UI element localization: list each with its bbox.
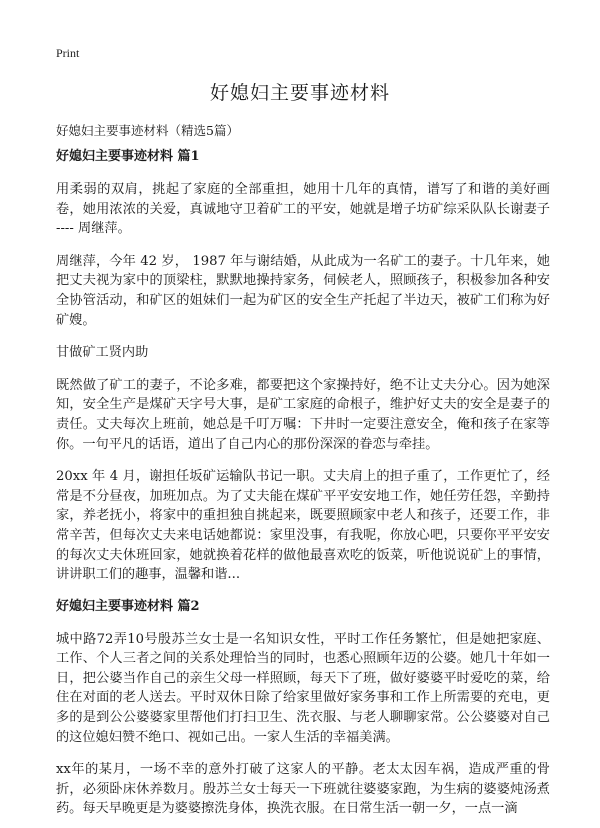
- section-1-paragraph-3: 既然做了矿工的妻子，不论多难，都要把这个家操持好，绝不让丈夫分心。因为她深知，安全生产是煤矿天字号大事，是矿工家庭的命根子，维护好丈夫的安全是妻子的责任。丈夫每次上班前，她总是千叮万嘱：下井时一定要注意安全，俺和孩子在家等你。一句平凡的话语，道出了自己内心的那份深深的眷恋与牵挂。: [56, 377, 550, 452]
- print-link[interactable]: Print: [56, 46, 80, 60]
- document-content: [56, 148, 550, 828]
- section-heading-1: 好媳妇主要事迹材料 篇1: [56, 149, 200, 164]
- section-1-paragraph-2: 周继萍，今年 42 岁， 1987 年与谢结婚，从此成为一名矿工的妻子。十几年来，她把丈夫视为家中的顶梁柱，默默地操持家务，伺候老人，照顾孩子，积极参加各种安全协管活动，和矿区的姐妹们一起为矿区的安全生产托起了半边天，被矿工们称为好矿嫂。: [56, 253, 550, 328]
- section-1-paragraph-4: 20xx 年 4 月，谢担任坂矿运输队书记一职。丈夫肩上的担子重了，工作更忙了，经常是不分昼夜，加班加点。为了丈夫能在煤矿平平安安地工作，她任劳任怨，辛勤持家，养老抚小，将家中的重担独自挑起来，既要照顾家中老人和孩子，还要工作，非常辛苦，但每次丈夫来电话她都说：家里没事，有我呢，你放心吧，只要你平平安安的每次丈夫休班回家，她就换着花样的做他最喜欢吃的饭菜，听他说说矿上的事情，讲讲职工们的趣事，温馨和谐...: [56, 469, 550, 583]
- section-2-paragraph-1: 城中路72弄10号殷苏兰女士是一名知识女性，平时工作任务繁忙，但是她把家庭、工作、个人三者之间的关系处理恰当的同时，也悉心照顾年迈的公婆。她几十年如一日，把公婆当作自己的亲生父母一样照顾，每天下了班，做好婆婆平时爱吃的菜，给住在对面的老人送去。平时双休日除了给家里做好家务事和工作上所需要的充电，更多的是到公公婆婆家里帮他们打扫卫生、洗衣服、与老人聊聊家常。公公婆婆对自己的这位媳妇赞不绝口、视如己出。一家人生活的幸福美满。: [56, 631, 550, 745]
- document-subtitle: 好媳妇主要事迹材料（精选5篇）: [56, 123, 239, 138]
- section-1-paragraph-1: 用柔弱的双肩，挑起了家庭的全部重担，她用十几年的真情，谱写了和谐的美好画卷，她用浓浓的关爱，真诚地守卫着矿工的平安，她就是增子坊矿综采队队长谢妻子 ---- 周继萍。: [56, 182, 550, 237]
- section-1-subheading: 甘做矿工贤内助: [56, 345, 149, 361]
- document-title: 好媳妇主要事迹材料: [209, 82, 390, 104]
- section-heading-2: 好媳妇主要事迹材料 篇2: [56, 598, 200, 614]
- section-2-paragraph-2: xx年的某月，一场不幸的意外打破了这家人的平静。老太太因车祸，造成严重的骨折，必须卧床休养数月。殷苏兰女士每天一下班就往婆婆家跑，为生病的婆婆炖汤煮药。每天早晚更是为婆婆擦洗身体，换洗衣服。在日常生活一朝一夕，一点一滴: [56, 762, 550, 817]
